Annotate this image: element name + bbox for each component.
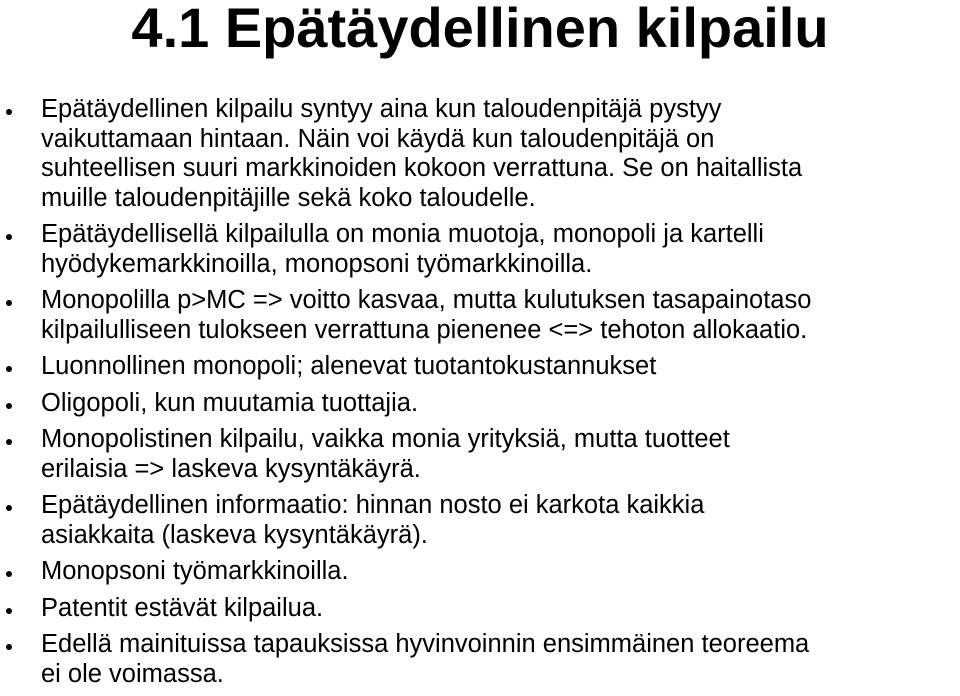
- bullet-dot-icon: [6, 608, 12, 614]
- bullet-text-line: Monopolilla p>MC => voitto kasvaa, mutta kulutuksen tasapainotaso: [41, 286, 812, 314]
- bullet-text-line: kilpailulliseen tulokseen verrattuna pienenee <=> tehoton allokaatio.: [41, 315, 808, 344]
- bullet-text-line: vaikuttamaan hintaan. Näin voi käydä kun taloudenpitäjä on: [41, 124, 715, 153]
- bullet-item: [0, 557, 960, 587]
- bullet-text-line: hyödykemarkkinoilla, monopsoni työmarkkinoilla.: [41, 249, 593, 278]
- bullet-dot-icon: [6, 571, 12, 577]
- bullet-item: [0, 220, 960, 279]
- bullet-text-line: Luonnollinen monopoli; alenevat tuotantokustannukset: [41, 352, 657, 380]
- bullet-text-line: Monopolistinen kilpailu, vaikka monia yrityksiä, mutta tuotteet: [41, 425, 730, 453]
- bullet-item: [0, 594, 960, 624]
- bullet-item: [0, 630, 960, 689]
- bullet-dot-icon: [6, 300, 12, 306]
- bullet-item: [0, 352, 960, 382]
- bullet-dot-icon: [6, 234, 12, 240]
- bullet-text-line: Patentit estävät kilpailua.: [41, 593, 324, 622]
- bullet-item: [0, 389, 960, 419]
- bullet-text-line: suhteellisen suuri markkinoiden kokoon verrattuna. Se on haitallista: [41, 154, 803, 182]
- bullet-text-line: erilaisia => laskeva kysyntäkäyrä.: [41, 454, 421, 483]
- bullet-dot-icon: [6, 505, 12, 511]
- bullet-dot-icon: [6, 109, 12, 115]
- slide-title: 4.1 Epätäydellinen kilpailu: [131, 0, 829, 59]
- bullet-text-line: asiakkaita (laskeva kysyntäkäyrä).: [41, 520, 428, 549]
- bullet-item: [0, 491, 960, 550]
- bullet-text-line: Epätäydellinen kilpailu syntyy aina kun taloudenpitäjä pystyy: [41, 95, 722, 123]
- bullet-dot-icon: [6, 644, 12, 650]
- bullet-text-line: Monopsoni työmarkkinoilla.: [41, 557, 349, 585]
- bullet-list: [0, 95, 960, 696]
- bullet-dot-icon: [6, 366, 12, 372]
- bullet-item: [0, 95, 960, 213]
- bullet-dot-icon: [6, 403, 12, 409]
- bullet-text-line: Oligopoli, kun muutamia tuottajia.: [41, 388, 419, 417]
- bullet-text-line: Epätäydellisellä kilpailulla on monia muotoja, monopoli ja kartelli: [41, 220, 764, 248]
- bullet-item: [0, 425, 960, 484]
- bullet-text-line: Epätäydellinen informaatio: hinnan nosto ei karkota kaikkia: [41, 491, 705, 519]
- bullet-dot-icon: [6, 439, 12, 445]
- bullet-item: [0, 286, 960, 345]
- bullet-text-line: ei ole voimassa.: [41, 659, 224, 688]
- bullet-text-line: muille taloudenpitäjille sekä koko taloudelle.: [41, 183, 536, 212]
- bullet-text-line: Edellä mainituissa tapauksissa hyvinvoinnin ensimmäinen teoreema: [41, 630, 810, 658]
